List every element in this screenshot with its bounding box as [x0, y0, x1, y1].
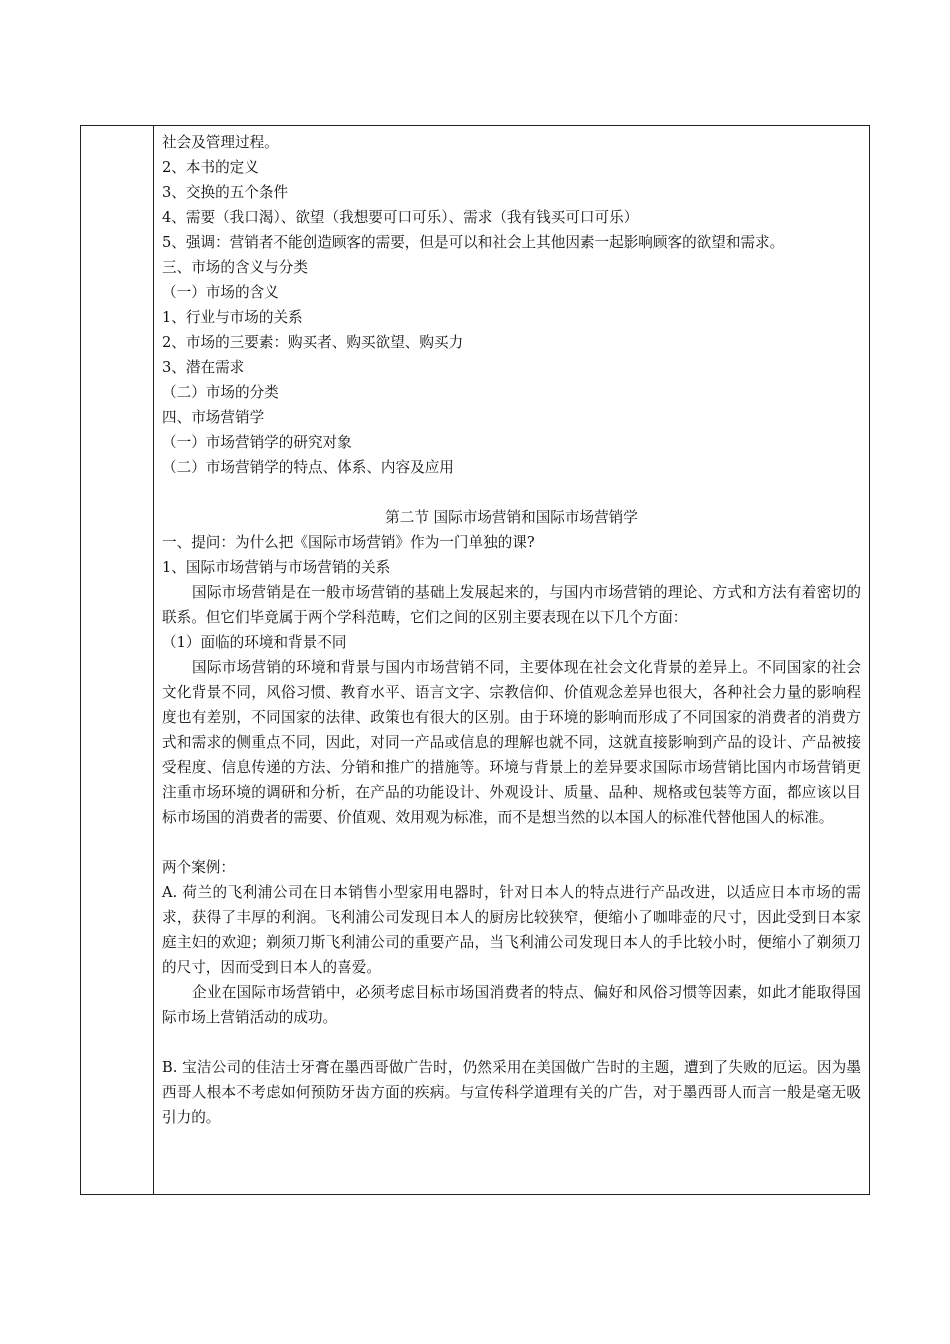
paragraph-relation: 国际市场营销是在一般市场营销的基础上发展起来的，与国内市场营销的理论、方式和方法有着密切的联系。但它们毕竟属于两个学科范畴，它们之间的区别主要表现在以下几个方面： [162, 584, 861, 626]
text-line: 3、交换的五个条件 [162, 184, 289, 201]
table-content-cell [154, 126, 869, 1194]
cases-label: 两个案例： [162, 859, 235, 876]
text-line: （二）市场营销学的特点、体系、内容及应用 [162, 459, 454, 476]
text-line: 2、市场的三要素：购买者、购买欲望、购买力 [162, 334, 464, 351]
case-a-paragraph: A. 荷兰的飞利浦公司在日本销售小型家用电器时，针对日本人的特点进行产品改进，以适应日本市场的需求，获得了丰厚的利润。飞利浦公司发现日本人的厨房比较狭窄，便缩小了咖啡壶的尺寸，因此受到日本家庭主妇的欢迎；剃须刀斯飞利浦公司的重要产品，当飞利浦公司发现日本人的手比较小时，便缩小了剃须刀的尺寸，因而受到日本人的喜爱。 [162, 884, 861, 976]
blank-line [162, 480, 861, 505]
heading-market: 三、市场的含义与分类 [162, 259, 308, 276]
question-line: 一、提问：为什么把《国际市场营销》作为一门单独的课? [162, 534, 535, 551]
table-left-column [81, 126, 154, 1194]
case-b-paragraph: B. 宝洁公司的佳洁士牙膏在墨西哥做广告时，仍然采用在美国做广告时的主题，遭到了失败的厄运。因为墨西哥人根本不考虑如何预防牙齿方面的疾病。与宣传科学道理有关的广告，对于墨西哥人而言一般是毫无吸引力的。 [162, 1059, 861, 1126]
case-a-note: 企业在国际市场营销中，必须考虑目标市场国消费者的特点、偏好和风俗习惯等因素，如此才能取得国际市场上营销活动的成功。 [162, 984, 861, 1026]
blank-line [162, 1030, 861, 1055]
text-line: （一）市场营销学的研究对象 [162, 434, 352, 451]
document-table [80, 125, 870, 1195]
blank-line [162, 830, 861, 855]
text-line: （二）市场的分类 [162, 384, 279, 401]
paragraph-environment: 国际市场营销的环境和背景与国内市场营销不同，主要体现在社会文化背景的差异上。不同国家的社会文化背景不同，风俗习惯、教育水平、语言文字、宗教信仰、价值观念差异也很大，各种社会力量的影响程度也有差别，不同国家的法律、政策也有很大的区别。由于环境的影响而形成了不同国家的消费者的消费方式和需求的侧重点不同，因此，对同一产品或信息的理解也就不同，这就直接影响到产品的设计、产品被接受程度、信息传递的方法、分销和推广的措施等。环境与背景上的差异要求国际市场营销比国内市场营销更注重市场环境的调研和分析，在产品的功能设计、外观设计、质量、品种、规格或包装等方面，都应该以目标市场国的消费者的需要、价值观、效用观为标准，而不是想当然的以本国人的标准代替他国人的标准。 [162, 659, 861, 826]
text-line: 3、潜在需求 [162, 359, 245, 376]
text-line: （一）市场的含义 [162, 284, 279, 301]
text-line: 1、行业与市场的关系 [162, 309, 303, 326]
point-environment: （1）面临的环境和背景不同 [162, 634, 347, 651]
text-line: 4、需要（我口渴）、欲望（我想要可口可乐）、需求（我有钱买可口可乐） [162, 209, 639, 226]
subheading-relation: 1、国际市场营销与市场营销的关系 [162, 559, 391, 576]
text-line: 2、本书的定义 [162, 159, 259, 176]
section-title: 第二节 国际市场营销和国际市场营销学 [385, 509, 638, 526]
text-paragraph: 5、强调：营销者不能创造顾客的需要，但是可以和社会上其他因素一起影响顾客的欲望和需求。 [162, 234, 785, 251]
text-line: 社会及管理过程。 [162, 134, 279, 151]
heading-marketing: 四、市场营销学 [162, 409, 265, 426]
